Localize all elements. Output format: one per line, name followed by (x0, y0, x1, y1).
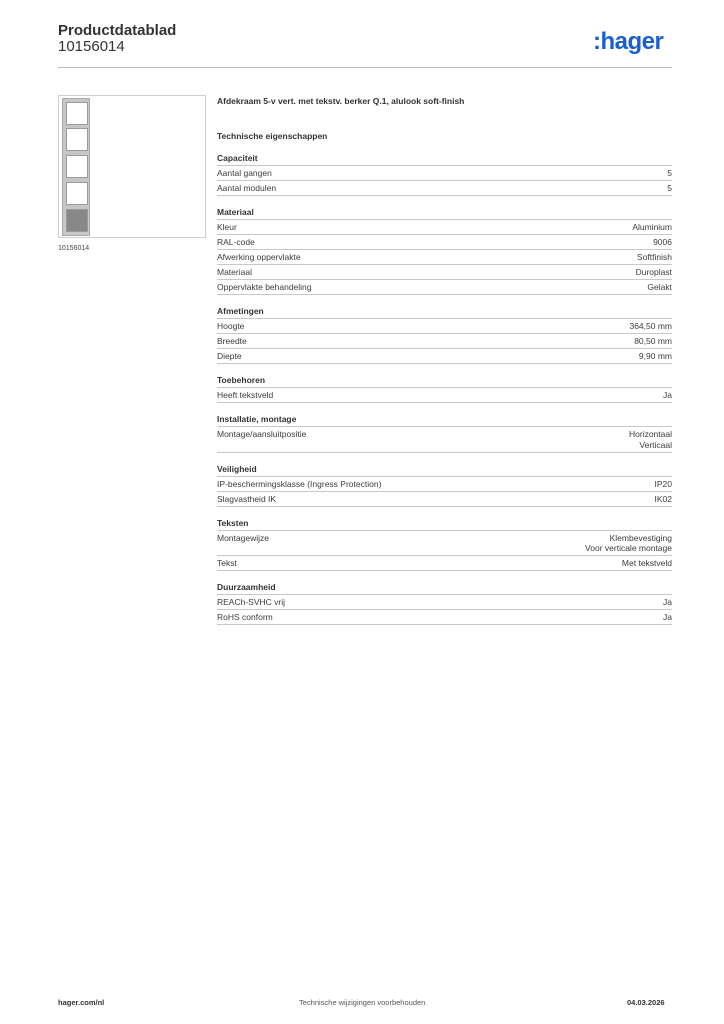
group-title: Duurzaamheid (217, 581, 672, 595)
spec-group (217, 463, 672, 507)
frame-opening (66, 155, 88, 178)
spec-values (663, 612, 672, 623)
spec-content (217, 95, 672, 625)
spec-value: IK02 (654, 493, 672, 504)
spec-row (217, 427, 672, 453)
spec-values (655, 479, 673, 490)
spec-value: 5 (667, 183, 672, 193)
image-caption: 10156014 (58, 245, 90, 252)
spec-row (217, 556, 672, 571)
spec-label: Hoogte (217, 321, 245, 331)
spec-value: Verticaal (639, 439, 672, 450)
spec-row (217, 531, 672, 557)
spec-values (653, 237, 672, 248)
spec-values (632, 222, 672, 233)
spec-row (217, 250, 672, 265)
spec-value: Met tekstveld (621, 558, 672, 568)
spec-row (217, 477, 672, 492)
product-name: Afdekraam 5-v vert. met tekstv. berker Q.1, alulook soft-finish (217, 96, 465, 106)
spec-value: 9006 (653, 237, 672, 247)
spec-group (217, 581, 672, 625)
spec-label: IP-beschermingsklasse (Ingress Protection) (217, 478, 382, 489)
product-number: 10156014 (58, 38, 125, 55)
spec-label: Slagvastheid IK (217, 493, 277, 504)
spec-value: Aluminium (632, 222, 672, 232)
spec-values (639, 351, 672, 362)
spec-row (217, 220, 672, 235)
spec-values (647, 282, 672, 293)
spec-row (217, 265, 672, 280)
spec-value: 80,50 mm (634, 336, 672, 346)
spec-row (217, 319, 672, 334)
spec-value: 9,90 mm (638, 351, 672, 361)
spec-label: REACh-SVHC vrij (217, 597, 286, 607)
frame-opening (66, 182, 88, 205)
spec-value: Gelakt (647, 282, 672, 292)
group-title: Installatie, montage (217, 413, 672, 427)
hager-logo: :hager (593, 28, 664, 55)
header-divider (58, 67, 672, 68)
spec-row (217, 610, 672, 625)
spec-value: Voor verticale montage (585, 543, 672, 553)
group-title: Capaciteit (217, 152, 672, 166)
spec-label: Aantal modulen (217, 183, 277, 193)
product-image (62, 98, 90, 236)
spec-values (637, 252, 672, 263)
spec-group (217, 517, 672, 572)
spec-group (217, 305, 672, 364)
spec-values (655, 494, 673, 505)
spec-row (217, 492, 672, 507)
spec-values (585, 533, 672, 554)
group-title: Veiligheid (217, 463, 672, 477)
spec-values (629, 321, 672, 332)
group-title: Afmetingen (217, 305, 672, 319)
footer-website: hager.com/nl (58, 998, 105, 1007)
spec-values (622, 558, 672, 569)
spec-values (636, 267, 672, 278)
spec-label: Heeft tekstveld (217, 390, 274, 400)
frame-opening (66, 102, 88, 125)
spec-values (667, 183, 672, 194)
spec-label: RAL-code (217, 237, 255, 247)
spec-label: Kleur (217, 222, 237, 232)
spec-row (217, 595, 672, 610)
spec-values (667, 168, 672, 179)
group-title: Toebehoren (217, 374, 672, 388)
spec-value: IP20 (654, 478, 672, 489)
footer-disclaimer: Technische wijzigingen voorbehouden (299, 998, 426, 1007)
footer-date: 04.03.2026 (627, 998, 665, 1007)
spec-label: Breedte (217, 336, 247, 346)
spec-group (217, 413, 672, 453)
spec-value: Horizontaal (629, 429, 672, 439)
spec-row (217, 181, 672, 196)
spec-row (217, 235, 672, 250)
spec-label: Afwerking oppervlakte (217, 252, 301, 262)
spec-group (217, 374, 672, 403)
group-title: Teksten (217, 517, 672, 531)
section-heading: Technische eigenschappen (217, 131, 328, 141)
spec-groups (217, 152, 672, 625)
spec-values (663, 597, 672, 608)
spec-label: Montagewijze (217, 532, 269, 543)
spec-row (217, 388, 672, 403)
spec-label: Oppervlakte behandeling (217, 282, 312, 292)
spec-label: Tekst (217, 558, 237, 568)
spec-value: Ja (663, 597, 672, 607)
spec-value: Klembevestiging (609, 532, 672, 543)
spec-label: RoHS conform (217, 612, 273, 622)
spec-values (629, 429, 672, 450)
frame-opening (66, 128, 88, 151)
document-title: Productdatablad (58, 22, 177, 39)
spec-label: Materiaal (217, 267, 252, 277)
spec-row (217, 334, 672, 349)
spec-value: Softfinish (637, 252, 672, 262)
spec-group (217, 206, 672, 295)
spec-values (663, 390, 672, 401)
spec-row (217, 166, 672, 181)
spec-label: Diepte (217, 351, 242, 361)
spec-value: 5 (667, 168, 672, 178)
frame-opening (66, 209, 88, 232)
spec-value: Ja (663, 390, 672, 400)
spec-value: Duroplast (635, 267, 672, 277)
group-title: Materiaal (217, 206, 672, 220)
spec-values (634, 336, 672, 347)
spec-label: Aantal gangen (217, 168, 272, 178)
spec-group (217, 152, 672, 196)
spec-row (217, 349, 672, 364)
spec-row (217, 280, 672, 295)
spec-value: Ja (663, 612, 672, 622)
spec-label: Montage/aansluitpositie (217, 429, 307, 439)
spec-value: 364,50 mm (629, 321, 672, 331)
